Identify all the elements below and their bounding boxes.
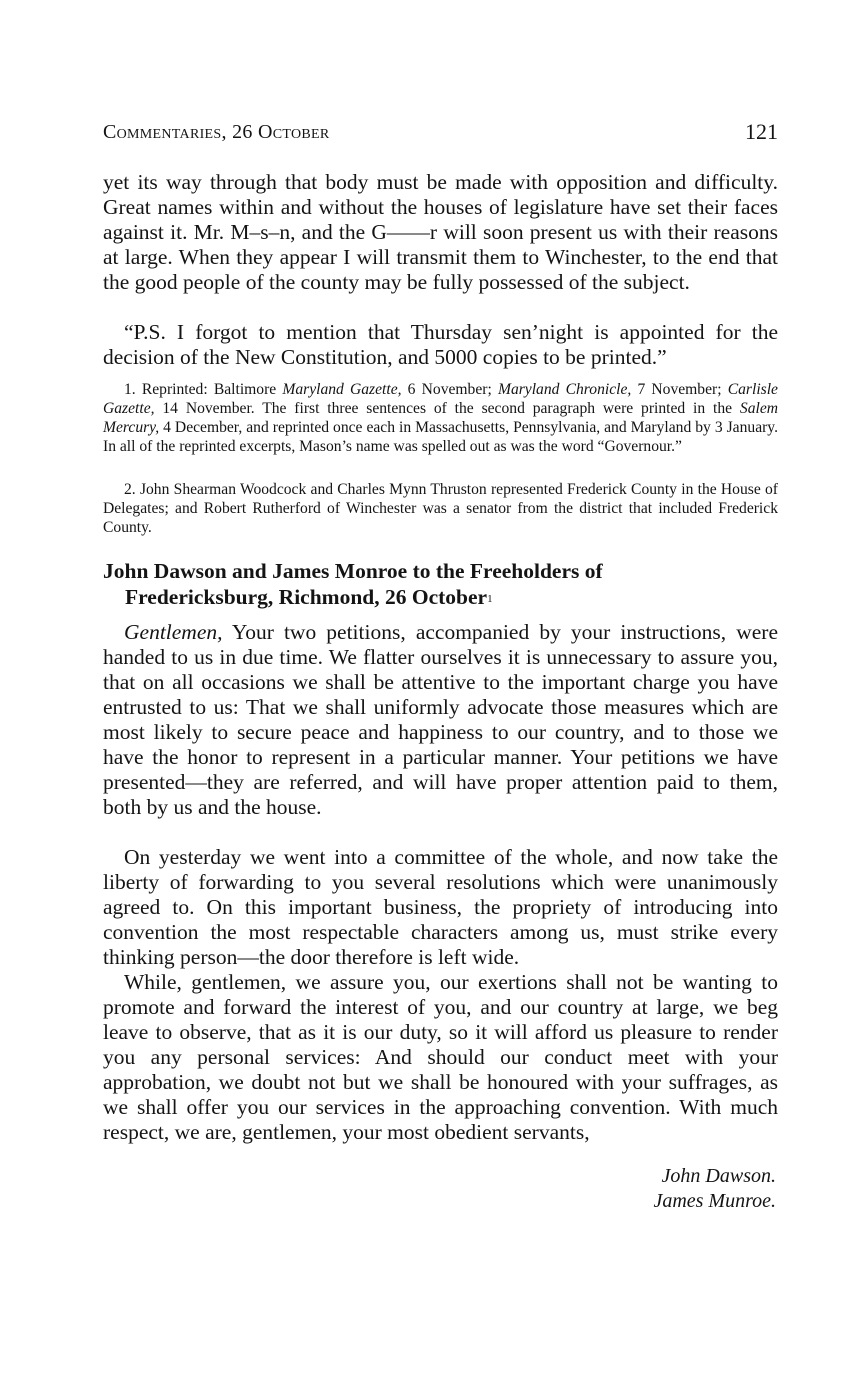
postscript-paragraph: “P.S. I forgot to mention that Thursday sen’night is appointed for the decision of the New Constitution, and 5000 copies to be printed.”	[103, 320, 778, 369]
page-number: 121	[745, 119, 778, 144]
footnote-1: 1. Reprinted: Baltimore Maryland Gazette, 6 November; Maryland Chronicle, 7 November; Carlisle Gazette, 14 November. The first three sentences of the second paragraph were printed in the Salem Mercury, 4 December, and reprinted once each in Massachusetts, Pennsylvania, and Maryland by 3 January. In all of the reprinted excerpts, Mason’s name was spelled out as was the word “Governour.”	[103, 381, 778, 455]
letter-paragraph-1: Gentlemen, Your two petitions, accompanied by your instructions, were handed to us in due time. We flatter ourselves it is unnecessary to assure you, that on all occasions we shall be attentive to the important charge you have entrusted to us: That we shall uniformly advocate those measures which are most likely to secure peace and happiness to our country, and to those we have the honor to represent in a particular manner. Your petitions we have presented—they are referred, and will have proper attention paid to them, both by us and the house.	[103, 620, 778, 819]
footnote-2: 2. John Shearman Woodcock and Charles Mynn Thruston represented Frederick County in the House of Delegates; and Robert Rutherford of Winchester was a senator from the district that included Frederick County.	[103, 481, 778, 536]
running-head	[103, 121, 778, 149]
signature-james-munroe: James Munroe.	[653, 1190, 776, 1212]
heading-line-1: John Dawson and James Monroe to the Freeholders of	[103, 559, 603, 583]
salutation: Gentlemen,	[124, 620, 223, 644]
footnote-reference: 1	[487, 593, 493, 605]
letter-paragraph-2: On yesterday we went into a committee of the whole, and now take the liberty of forwarding to you several resolutions which were unanimously agreed to. On this important business, the propriety of introducing into convention the most respectable characters among us, must strike every thinking person—the door therefore is left wide.	[103, 845, 778, 969]
running-head-title: Commentaries, 26 October	[103, 121, 330, 143]
signature-john-dawson: John Dawson.	[661, 1165, 776, 1187]
document-heading	[103, 558, 778, 610]
letter-paragraph-3: While, gentlemen, we assure you, our exertions shall not be wanting to promote and forward the interest of you, and our country at large, we beg leave to observe, that as it is our duty, so it will afford us pleasure to render you any personal services: And should our conduct meet with your approbation, we doubt not but we shall be honoured with your suffrages, as we shall offer you our services in the approaching convention. With much respect, we are, gentlemen, your most obedient servants,	[103, 970, 778, 1144]
paragraph-continued: yet its way through that body must be made with opposition and difficulty. Great names within and without the houses of legislature have set their faces against it. Mr. M–s–n, and the G——r will soon present us with their reasons at large. When they appear I will transmit them to Winchester, to the end that the good people of the county may be fully possessed of the subject.	[103, 170, 778, 294]
heading-line-2: Fredericksburg, Richmond, 26 October$^1$	[125, 585, 493, 609]
